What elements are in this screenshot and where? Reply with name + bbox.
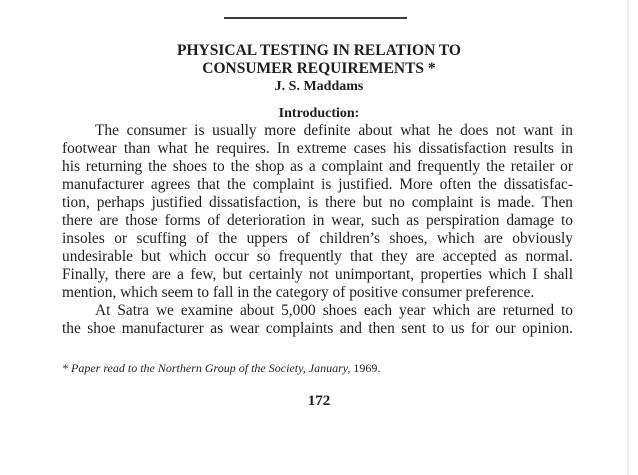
title-line-2: CONSUMER REQUIREMENTS * bbox=[202, 60, 436, 77]
footnote-year: 1969. bbox=[353, 361, 381, 375]
body-line: tion, perhaps justified dissatisfaction, is there but no complaint is made. Then bbox=[62, 194, 573, 211]
body-line: At Satra we examine about 5,000 shoes each year which are returned to bbox=[95, 302, 573, 319]
footnote-text: * Paper read to the Northern Group of the Society, January, bbox=[62, 361, 351, 375]
body-line: undesirable but which occur so frequently that they are accepted as normal. bbox=[62, 248, 573, 265]
author: J. S. Maddams bbox=[274, 79, 364, 94]
section-heading: Introduction: bbox=[278, 106, 360, 121]
body-line: insoles or scuffing of the uppers of children’s shoes, which are obviously bbox=[62, 230, 573, 247]
body-line: manufacturer agrees that the complaint is justified. More often the dissatisfac- bbox=[62, 176, 573, 193]
body-line: mention, which seem to fall in the category of positive consumer preference. bbox=[62, 284, 535, 301]
header-rule bbox=[224, 17, 407, 19]
body-line: The consumer is usually more definite about what he does not want in bbox=[95, 122, 573, 139]
body-line: there are those forms of deterioration in wear, such as perspiration damage to bbox=[62, 212, 573, 229]
body-line: his returning the shoes to the shop as a complaint and frequently the retailer or bbox=[62, 158, 573, 175]
title-line-1: PHYSICAL TESTING IN RELATION TO bbox=[177, 42, 461, 59]
body-line: footwear than what he requires. In extreme cases his dissatisfaction results in bbox=[62, 140, 573, 157]
footnote bbox=[62, 361, 380, 376]
body-line: the shoe manufacturer as wear complaints and then sent to us for our opinion. bbox=[62, 320, 573, 337]
body-line: Finally, there are a few, but certainly not unimportant, properties which I shall bbox=[62, 266, 573, 283]
page-number: 172 bbox=[307, 393, 331, 409]
